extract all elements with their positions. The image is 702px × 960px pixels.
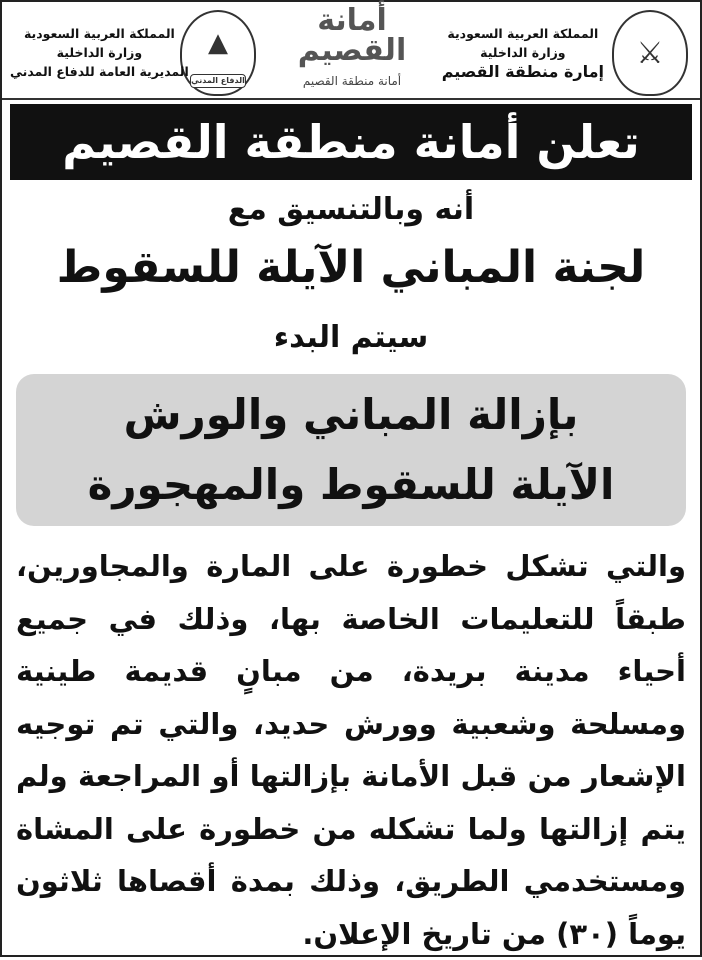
civil-defense-triangle-icon: ▲ <box>182 30 254 56</box>
header <box>2 2 700 100</box>
text: إمارة منطقة القصيم <box>442 62 604 81</box>
body-line: الإشعار من قبل الأمانة بإزالتها أو المراجعة ولم <box>16 750 686 803</box>
highlight-box <box>16 374 686 526</box>
body-line: يتم إزالتها ولما تشكله من خطورة على المشاة <box>16 803 686 856</box>
logo-caption: أمانة منطقة القصيم <box>292 74 412 88</box>
body-line: أحياء مدينة بريدة، من مبانٍ قديمة طينية <box>16 645 686 698</box>
text: وزارة الداخلية <box>442 43 604 62</box>
body-line: طبقاً للتعليمات الخاصة بها، وذلك في جميع <box>16 593 686 646</box>
body-line: ومسلحة وشعبية وورش حديد، والتي تم توجيه <box>16 698 686 751</box>
saudi-emblem-icon: ⚔ <box>612 10 688 96</box>
body-text <box>16 540 686 960</box>
municipality-logo <box>292 6 412 94</box>
page-title: تعلن أمانة منطقة القصيم <box>10 104 692 180</box>
body-line: ومستخدمي الطريق، وذلك بمدة أقصاها ثلاثون <box>16 855 686 908</box>
civil-defense-emblem <box>180 10 256 96</box>
logo-mark: أمانة القصيم <box>292 6 412 66</box>
highlight-line: بإزالة المباني والورش <box>16 380 686 450</box>
text: وزارة الداخلية <box>10 43 189 62</box>
start-line: سيتم البدء <box>2 320 700 355</box>
committee-line: لجنة المباني الآيلة للسقوط <box>2 242 700 293</box>
highlight-line: الآيلة للسقوط والمهجورة <box>16 450 686 520</box>
emirate-block <box>442 24 604 81</box>
text: المملكة العربية السعودية <box>442 24 604 43</box>
intro-line: أنه وبالتنسيق مع <box>2 192 700 227</box>
civil-defense-block <box>10 24 189 81</box>
seal-ribbon-text: الدفاع المدني <box>190 74 246 88</box>
text: المملكة العربية السعودية <box>10 24 189 43</box>
body-line: والتي تشكل خطورة على المارة والمجاورين، <box>16 540 686 593</box>
body-line: يوماً (٣٠) من تاريخ الإعلان. <box>16 908 686 960</box>
text: المديرية العامة للدفاع المدني <box>10 62 189 81</box>
